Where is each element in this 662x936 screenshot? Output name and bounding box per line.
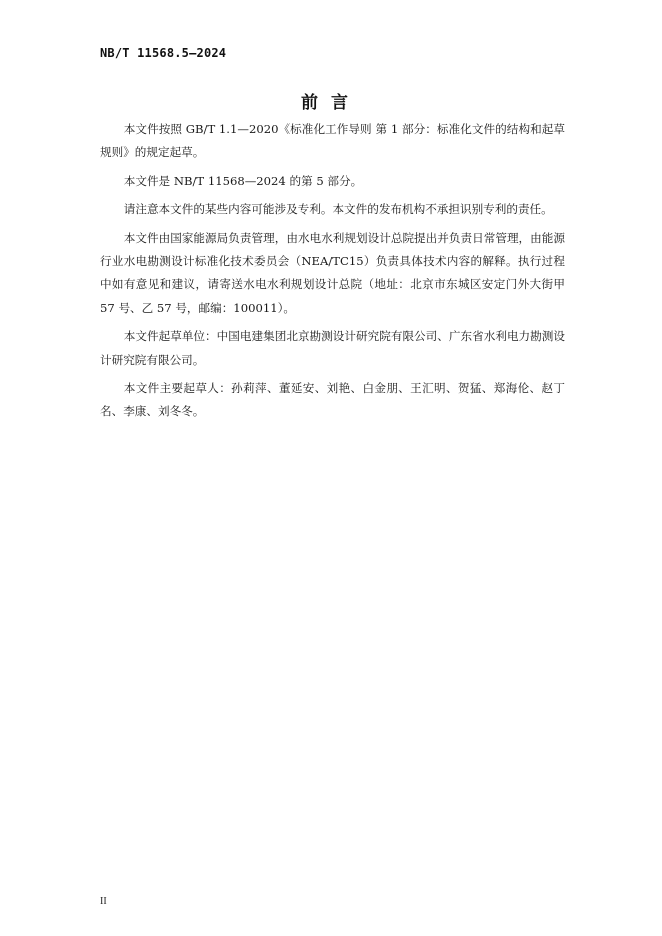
foreword-body [100, 118, 565, 429]
paragraph-patent-notice: 请注意本文件的某些内容可能涉及专利。本文件的发布机构不承担识别专利的责任。 [123, 202, 553, 217]
document-number-header: NB/T 11568.5—2024 [100, 46, 227, 60]
paragraph-drafting-units: 本文件起草单位：中国电建集团北京勘测设计研究院有限公司、广东省水利电力勘测设计研究院有限公司。 [100, 329, 565, 367]
page-title: 前言 [301, 93, 361, 113]
paragraph-part-statement: 本文件是 NB/T 11568—2024 的第 5 部分。 [123, 173, 363, 188]
page-number: II [100, 896, 107, 907]
paragraph-drafters: 本文件主要起草人：孙莉萍、董延安、刘艳、白金朋、王汇明、贺猛、郑海伦、赵丁名、李康、刘冬冬。 [100, 381, 565, 419]
paragraph-drafting-rules: 本文件按照 GB/T 1.1—2020《标准化工作导则 第 1 部分：标准化文件的结构和起草规则》的规定起草。 [100, 122, 565, 160]
paragraph-management: 本文件由国家能源局负责管理，由水电水利规划设计总院提出并负责日常管理，由能源行业水电勘测设计标准化技术委员会（NEA/TC15）负责具体技术内容的解释。执行过程中如有意见和建议，请寄送水电水利规划设计总院（地址：北京市东城区安定门外大街甲 57 号、乙 57 号，邮编：100011）。 [100, 230, 565, 315]
